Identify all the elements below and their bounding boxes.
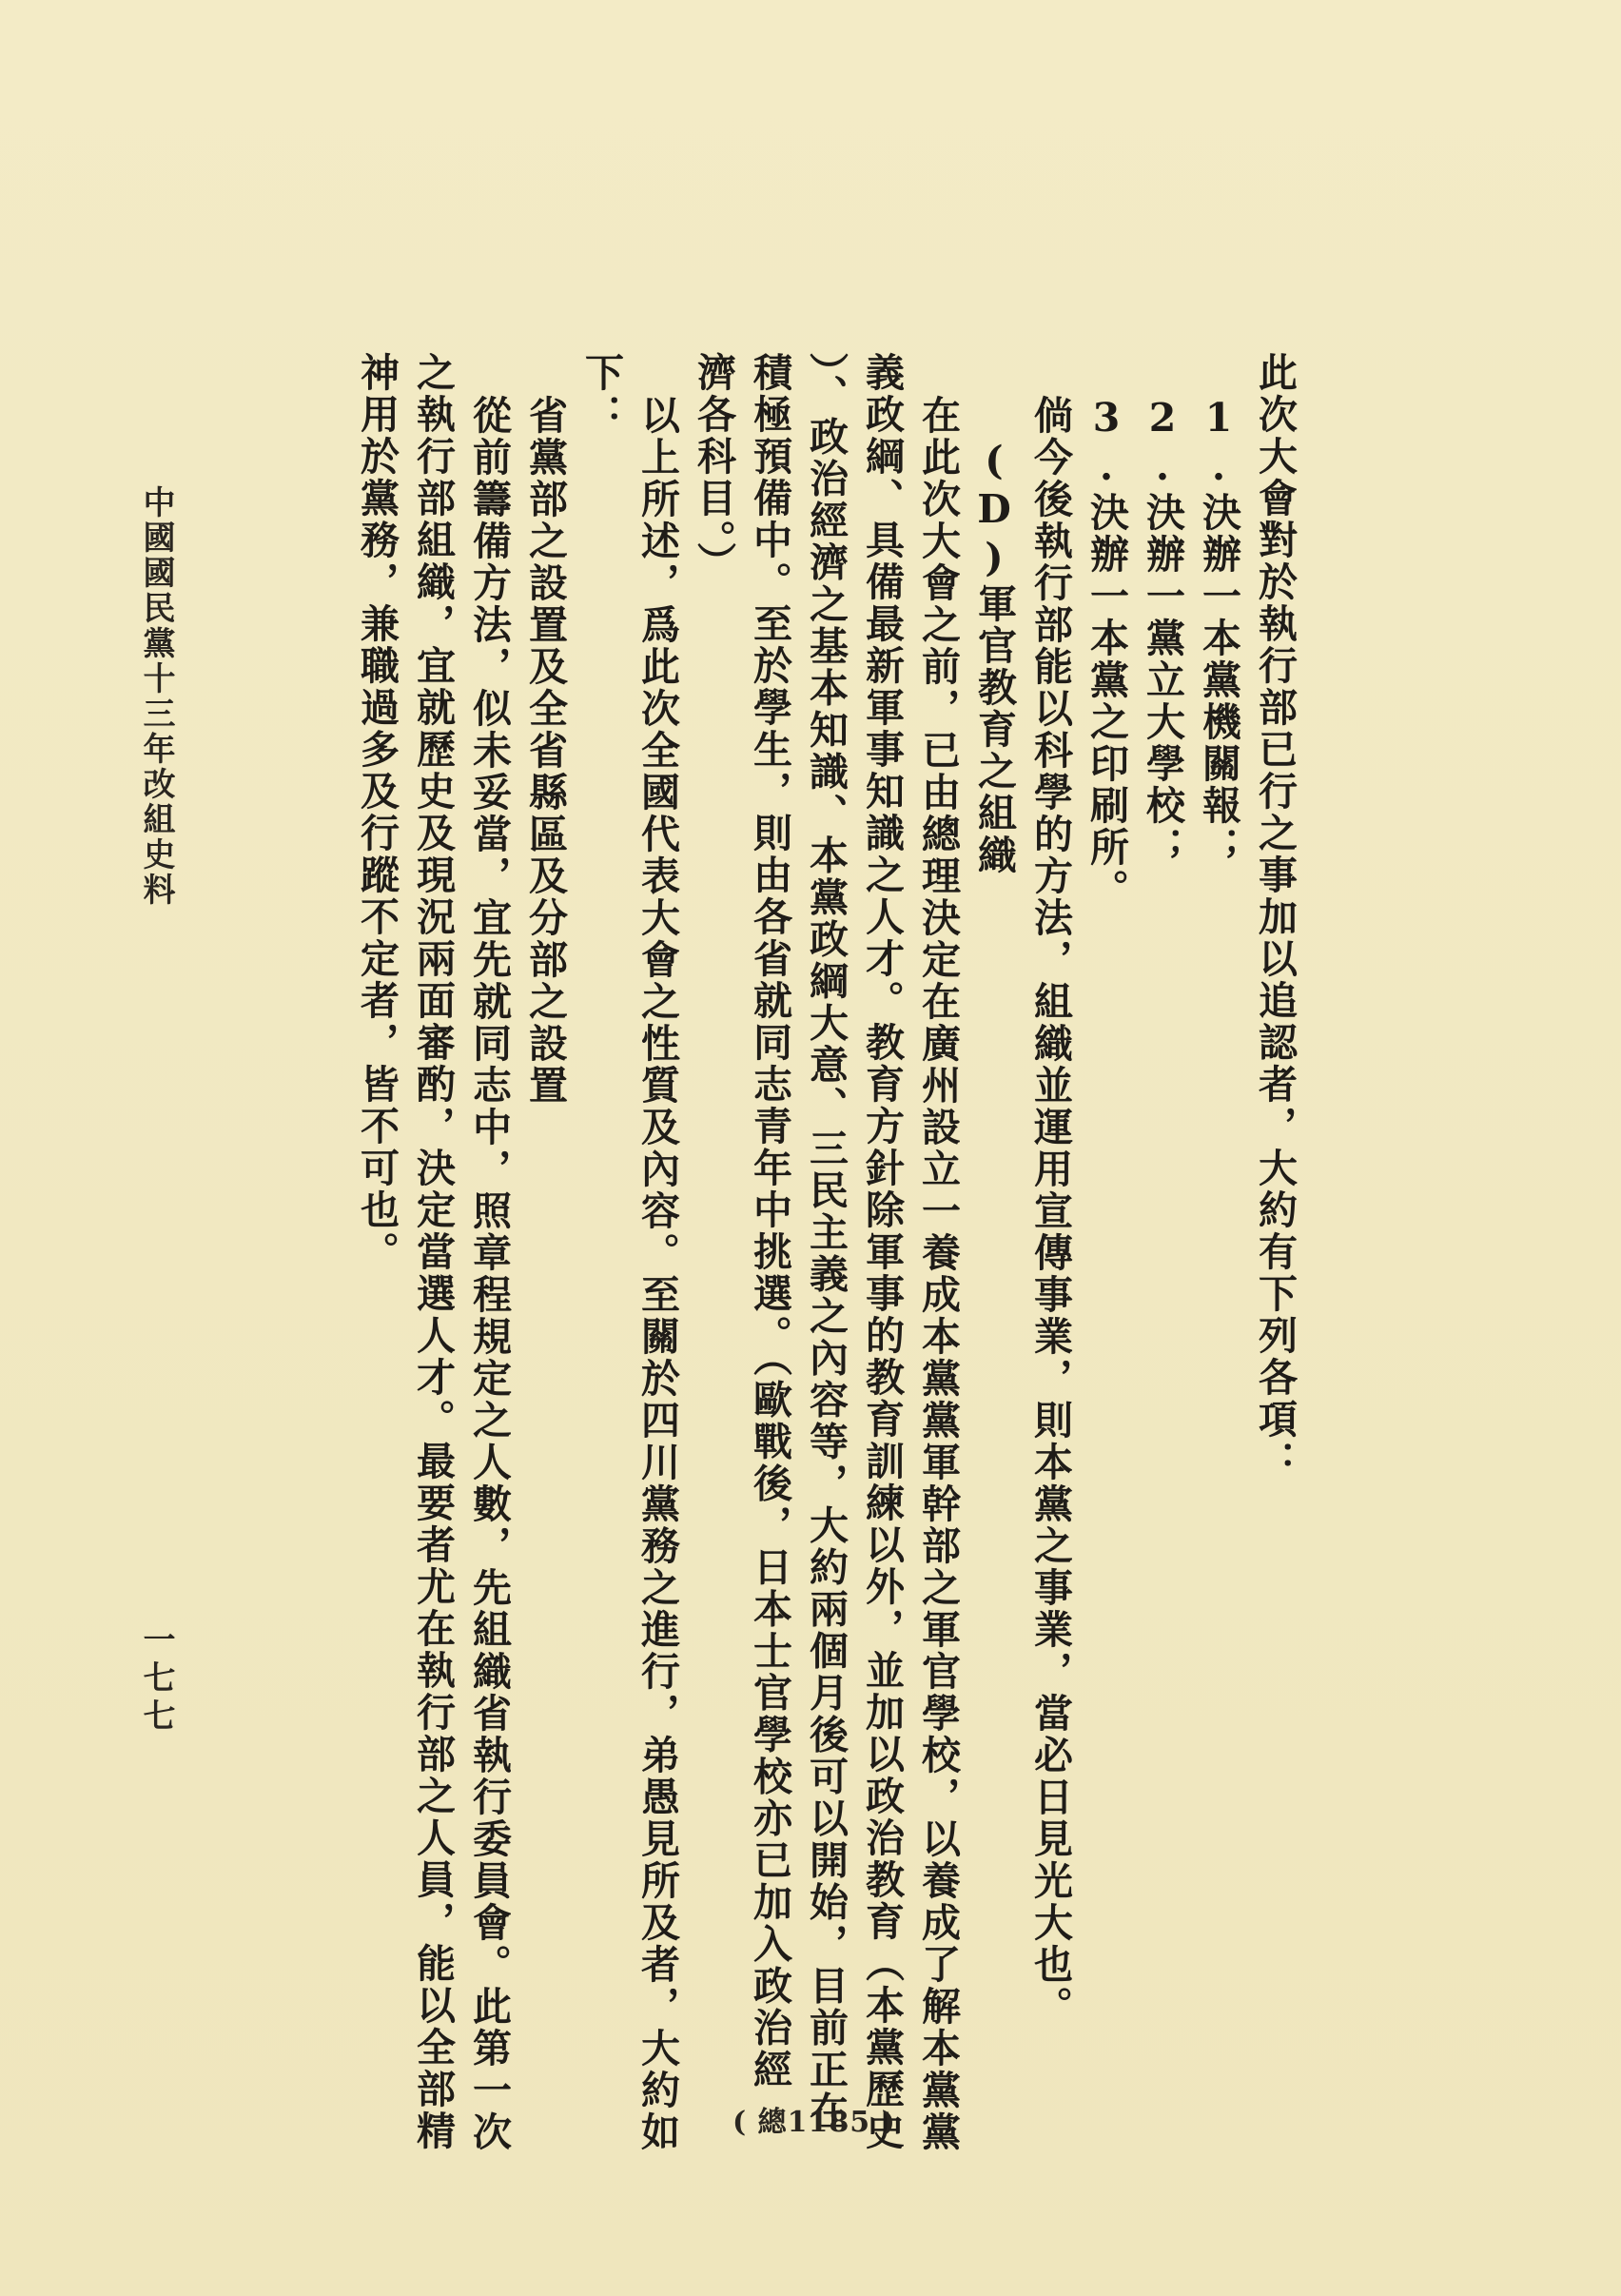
total-page-number: ( 總1185 ): [732, 2106, 896, 2139]
text-line: 倘今後執行部能以科學的方法，組織並運用宣傳事業，則本黨之事業，當必日見光大也。: [1027, 395, 1073, 2028]
section-heading: 省黨部之設置及全省縣區及分部之設置: [522, 395, 568, 1107]
text-line: 以上所述，爲此次全國代表大會之性質及內容。至關於四川黨務之進行，弟愚見所及者，大約如: [635, 395, 680, 2153]
text-line: 下：: [578, 352, 624, 436]
page-number: 一七七: [137, 1622, 175, 1737]
text-line: 濟各科目。）: [691, 352, 736, 584]
list-item: 1.決辦一本黨機關報；: [1196, 395, 1241, 869]
text-line: 在此次大會之前，已由總理決定在廣州設立一養成本黨黨軍幹部之軍官學校，以養成了解本黨黨: [915, 395, 961, 2153]
text-line: 從前籌備方法，似未妥當，宜先就同志中，照章程規定之人數，先組織省執行委員會。此第一次: [466, 395, 512, 2153]
text-line: 此次大會對於執行部已行之事加以追認者，大約有下列各項：: [1252, 352, 1298, 1482]
running-title: 中國國民黨十三年改組史料: [137, 485, 175, 908]
body-text: [348, 352, 1302, 2160]
list-item: 3.決辦一本黨之印刷所。: [1084, 395, 1129, 911]
text-line: 積極預備中。至於學生，則由各省就同志青年中挑選。（歐戰後，日本士官學校亦已加入政治經: [747, 352, 792, 2091]
text-line: 之執行部組織，宜就歷史及現況兩面審酌，決定當選人才。最要者尤在執行部之人員，能以全部精: [410, 352, 456, 2152]
list-item: 2.決辦一黨立大學校；: [1140, 395, 1185, 869]
text-line: 義政綱、具備最新軍事知識之人才。教育方針除軍事的教育訓練以外，並加以政治教育（本黨歷史: [859, 352, 905, 2152]
text-line: 神用於黨務，兼職過多及行蹤不定者，皆不可也。: [354, 352, 400, 1273]
text-line: ）、政治經濟之基本知識、本黨政綱大意、三民主義之內容等，大約兩個月後可以開始，目前正在: [803, 352, 849, 2133]
section-heading: (D)軍官教育之組織: [971, 438, 1017, 876]
